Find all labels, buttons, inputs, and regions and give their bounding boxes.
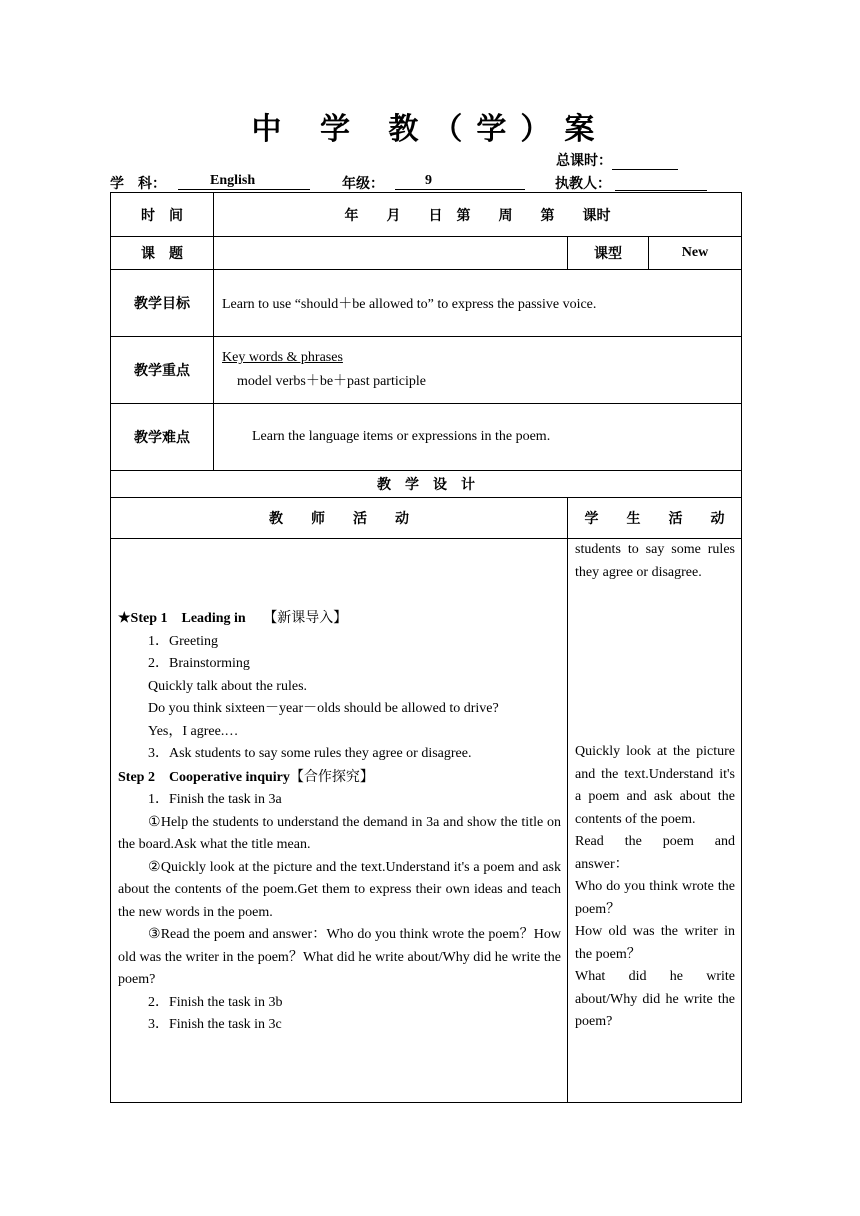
key-line-2: model verbs＋be＋past participle xyxy=(237,374,426,389)
teacher-blank xyxy=(615,173,707,191)
student-line-5: How old was the writer in the poem？ xyxy=(575,924,735,962)
goal-label: 教学目标 xyxy=(111,270,214,337)
row-time xyxy=(111,193,742,237)
lesson-plan-table xyxy=(110,192,742,1103)
goal-value: Learn to use “should＋be allowed to” to express the passive voice. xyxy=(214,270,742,337)
row-activity-headers xyxy=(111,498,742,539)
line-task-3a: 1．Finish the task in 3a xyxy=(148,792,282,807)
step1-title: ★Step 1 Leading in xyxy=(118,611,246,626)
line-rules: Quickly talk about the rules. xyxy=(148,678,308,694)
total-hours-blank xyxy=(612,155,678,170)
line-task-3b: 2．Finish the task in 3b xyxy=(148,994,283,1010)
topic-value xyxy=(214,237,568,270)
student-line-3: Read the poem and answer： xyxy=(575,834,735,872)
design-label: 教 学 设 计 xyxy=(111,471,742,498)
student-line-1: students to say some rules they agree or disagree. xyxy=(575,542,735,580)
step1-heading xyxy=(118,607,561,631)
step1-cn: 【新课导入】 xyxy=(263,610,348,626)
key-line-1: Key words & phrases xyxy=(222,350,343,365)
row-topic xyxy=(111,237,742,270)
student-line-6: What did he write about/Why did he write the poem? xyxy=(575,969,735,1029)
total-hours xyxy=(556,150,678,170)
line-help: ①Help the students to understand the demand in 3a and show the title on the board.Ask what the title mean. xyxy=(118,814,561,852)
difficulty-value: Learn the language items or expressions in the poem. xyxy=(214,404,742,471)
time-value: 年 月 日 第 周 第 课时 xyxy=(214,193,742,237)
key-value xyxy=(214,337,742,404)
line-answer: Yes，I agree.… xyxy=(148,723,239,739)
line-look: ②Quickly look at the picture and the text.Understand it's a poem and ask about the contents of the poem.Get them to express their own ideas and teach the new words in the poem. xyxy=(118,859,561,920)
student-line-4: Who do you think wrote the poem？ xyxy=(575,879,735,917)
line-ask-students: 3．Ask students to say some rules they agree or disagree. xyxy=(148,746,472,761)
difficulty-label: 教学难点 xyxy=(111,404,214,471)
time-label: 时 间 xyxy=(111,193,214,237)
topic-label: 课 题 xyxy=(111,237,214,270)
spacer xyxy=(575,584,735,741)
page-title: 中 学 教（学）案 xyxy=(251,112,609,147)
total-hours-label: 总课时： xyxy=(556,153,612,169)
line-greeting: 1．Greeting xyxy=(148,633,218,649)
key-label: 教学重点 xyxy=(111,337,214,404)
line-read: ③Read the poem and answer：Who do you think wrote the poem？How old was the writer in the poem？What did he write about/Why did he write the poem? xyxy=(118,927,561,987)
step2-cn: 【合作探究】 xyxy=(289,768,374,785)
line-task-3c: 3．Finish the task in 3c xyxy=(148,1017,282,1032)
row-design xyxy=(111,471,742,498)
subject-value: English xyxy=(178,173,310,190)
step2-title: Step 2 Cooperative inquiry xyxy=(118,769,290,785)
student-line-2: Quickly look at the picture and the text.Understand it's a poem and ask about the contents of the poem. xyxy=(575,744,735,827)
teacher-activity-label: 教 师 活 动 xyxy=(111,498,568,539)
subject-label: 学 科： xyxy=(110,176,166,192)
row-key xyxy=(111,337,742,404)
spacer xyxy=(118,539,561,607)
row-activities xyxy=(111,539,742,1103)
student-activities xyxy=(568,539,742,1103)
row-difficulty xyxy=(111,404,742,471)
teacher-label: 执教人： xyxy=(555,176,611,192)
line-question: Do you think sixteen－year－olds should be allowed to drive? xyxy=(148,701,499,716)
teacher-activities xyxy=(111,539,568,1103)
step2-heading xyxy=(118,766,561,790)
grade-value: 9 xyxy=(395,173,525,190)
student-activity-label: 学 生 活 动 xyxy=(568,498,742,539)
type-value: New xyxy=(649,237,742,270)
grade-label: 年级： xyxy=(342,176,384,192)
row-goal xyxy=(111,270,742,337)
line-brainstorming: 2．Brainstorming xyxy=(148,656,250,671)
type-label: 课型 xyxy=(568,237,649,270)
